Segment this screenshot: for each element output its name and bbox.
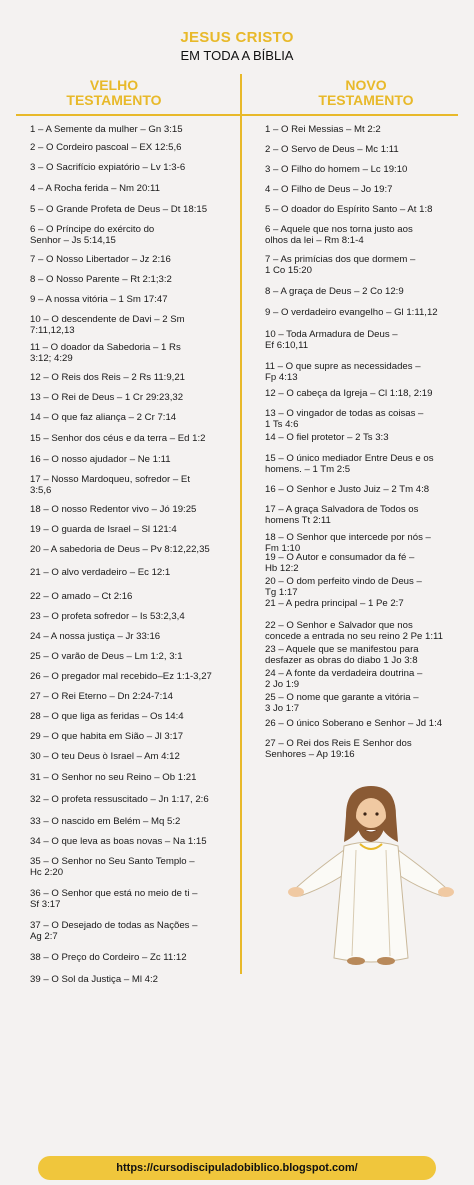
old-testament-item: 7 – O Nosso Libertador – Jz 2:16 (30, 254, 171, 265)
new-testament-item: 4 – O Filho de Deus – Jo 19:7 (265, 184, 393, 195)
new-testament-item: 3 – O Filho do homem – Lc 19:10 (265, 164, 408, 175)
page-subtitle: EM TODA A BÍBLIA (180, 48, 294, 63)
old-testament-item: 12 – O Reis dos Reis – 2 Rs 11:9,21 (30, 372, 186, 383)
old-testament-item: 35 – O Senhor no Seu Santo Templo – Hc 2:20 (30, 856, 195, 878)
old-testament-item: 30 – O teu Deus ò Israel – Am 4:12 (30, 751, 180, 762)
old-testament-item: 10 – O descendente de Davi – 2 Sm 7:11,12,13 (30, 314, 185, 336)
old-testament-item: 9 – A nossa vitória – 1 Sm 17:47 (30, 294, 168, 305)
new-testament-item: 27 – O Rei dos Reis E Senhor dos Senhores – Ap 19:16 (265, 738, 412, 760)
new-testament-item: 26 – O único Soberano e Senhor – Jd 1:4 (265, 718, 443, 729)
new-testament-header: NOVO TESTAMENTO (318, 77, 414, 108)
new-testament-item: 1 – O Rei Messias – Mt 2:2 (265, 124, 381, 135)
old-testament-item: 28 – O que liga as feridas – Os 14:4 (30, 711, 184, 722)
old-testament-item: 33 – O nascido em Belém – Mq 5:2 (30, 816, 181, 827)
old-testament-item: 14 – O que faz aliança – 2 Cr 7:14 (30, 412, 177, 423)
new-testament-item: 12 – O cabeça da Igreja – Cl 1:18, 2:19 (265, 388, 433, 399)
column-divider (240, 74, 242, 974)
old-testament-item: 31 – O Senhor no seu Reino – Ob 1:21 (30, 772, 197, 783)
new-testament-item: 19 – O Autor e consumador da fé – Hb 12:2 (265, 552, 415, 574)
old-testament-item: 37 – O Desejado de todas as Nações – Ag 2:7 (30, 920, 198, 942)
new-testament-item: 6 – Aquele que nos torna justo aos olhos da lei – Rm 8:1-4 (265, 224, 413, 246)
new-testament-item: 13 – O vingador de todas as coisas – 1 Ts 4:6 (265, 408, 424, 430)
old-testament-item: 19 – O guarda de Israel – Sl 121:4 (30, 524, 177, 535)
new-testament-item: 18 – O Senhor que intercede por nós – Fm 1:10 (265, 532, 431, 554)
new-testament-item: 21 – A pedra principal – 1 Pe 2:7 (265, 598, 404, 609)
new-testament-item: 16 – O Senhor e Justo Juiz – 2 Tm 4:8 (265, 484, 430, 495)
new-testament-item: 14 – O fiel protetor – 2 Ts 3:3 (265, 432, 389, 443)
old-testament-item: 15 – Senhor dos céus e da terra – Ed 1:2 (30, 433, 206, 444)
page-title: JESUS CRISTO (180, 29, 294, 46)
old-testament-item: 25 – O varão de Deus – Lm 1:2, 3:1 (30, 651, 183, 662)
new-testament-item: 11 – O que supre as necessidades – Fp 4:13 (265, 361, 421, 383)
old-testament-item: 22 – O amado – Ct 2:16 (30, 591, 133, 602)
new-testament-item: 2 – O Servo de Deus – Mc 1:11 (265, 144, 399, 155)
old-testament-item: 13 – O Rei de Deus – 1 Cr 29:23,32 (30, 392, 184, 403)
new-testament-item: 8 – A graça de Deus – 2 Co 12:9 (265, 286, 404, 297)
old-testament-item: 17 – Nosso Mardoqueu, sofredor – Et 3:5,6 (30, 474, 190, 496)
new-testament-item: 25 – O nome que garante a vitória – 3 Jo 1:7 (265, 692, 419, 714)
jesus-figure-icon (286, 780, 456, 970)
old-testament-item: 16 – O nosso ajudador – Ne 1:11 (30, 454, 171, 465)
old-testament-item: 6 – O Príncipe do exército do Senhor – Js 5:14,15 (30, 224, 155, 246)
old-testament-item: 36 – O Senhor que está no meio de ti – Sf 3:17 (30, 888, 198, 910)
new-testament-item: 17 – A graça Salvadora de Todos os homens Tt 2:11 (265, 504, 419, 526)
old-testament-item: 24 – A nossa justiça – Jr 33:16 (30, 631, 161, 642)
new-testament-item: 24 – A fonte da verdadeira doutrina – 2 Jo 1:9 (265, 668, 423, 690)
old-testament-item: 8 – O Nosso Parente – Rt 2:1;3:2 (30, 274, 172, 285)
old-testament-item: 1 – A Semente da mulher – Gn 3:15 (30, 124, 183, 135)
new-testament-item: 22 – O Senhor e Salvador que nos concede a entrada no seu reino 2 Pe 1:11 (265, 620, 443, 642)
old-testament-item: 38 – O Preço do Cordeiro – Zc 11:12 (30, 952, 187, 963)
old-testament-header: VELHO TESTAMENTO (66, 77, 162, 108)
old-testament-item: 20 – A sabedoria de Deus – Pv 8:12,22,35 (30, 544, 210, 555)
old-testament-item: 11 – O doador da Sabedoria – 1 Rs 3:12; 4:29 (30, 342, 181, 364)
new-testament-item: 20 – O dom perfeito vindo de Deus – Tg 1:17 (265, 576, 422, 598)
old-testament-item: 26 – O pregador mal recebido–Ez 1:1-3,27 (30, 671, 212, 682)
old-testament-item: 18 – O nosso Redentor vivo – Jó 19:25 (30, 504, 197, 515)
old-testament-item: 34 – O que leva as boas novas – Na 1:15 (30, 836, 207, 847)
header-divider (16, 114, 458, 116)
old-testament-item: 39 – O Sol da Justiça – Ml 4:2 (30, 974, 158, 985)
old-testament-item: 32 – O profeta ressuscitado – Jn 1:17, 2:6 (30, 794, 209, 805)
new-testament-item: 10 – Toda Armadura de Deus – Ef 6:10,11 (265, 329, 398, 351)
blog-link[interactable]: https://cursodiscipuladobiblico.blogspot.com/ (38, 1156, 436, 1180)
old-testament-item: 5 – O Grande Profeta de Deus – Dt 18:15 (30, 204, 208, 215)
old-testament-item: 21 – O alvo verdadeiro – Ec 12:1 (30, 567, 171, 578)
new-testament-item: 23 – Aquele que se manifestou para desfazer as obras do diabo 1 Jo 3:8 (265, 644, 419, 666)
old-testament-item: 27 – O Rei Eterno – Dn 2:24-7:14 (30, 691, 173, 702)
new-testament-item: 7 – As primícias dos que dormem – 1 Co 15:20 (265, 254, 416, 276)
old-testament-item: 29 – O que habita em Sião – Jl 3:17 (30, 731, 184, 742)
new-testament-item: 15 – O único mediador Entre Deus e os homens. – 1 Tm 2:5 (265, 453, 434, 475)
old-testament-item: 3 – O Sacrifício expiatório – Lv 1:3-6 (30, 162, 186, 173)
new-testament-item: 5 – O doador do Espírito Santo – At 1:8 (265, 204, 433, 215)
old-testament-item: 4 – A Rocha ferida – Nm 20:11 (30, 183, 160, 194)
old-testament-item: 23 – O profeta sofredor – Is 53:2,3,4 (30, 611, 185, 622)
new-testament-item: 9 – O verdadeiro evangelho – Gl 1:11,12 (265, 307, 438, 318)
old-testament-item: 2 – O Cordeiro pascoal – EX 12:5,6 (30, 142, 182, 153)
